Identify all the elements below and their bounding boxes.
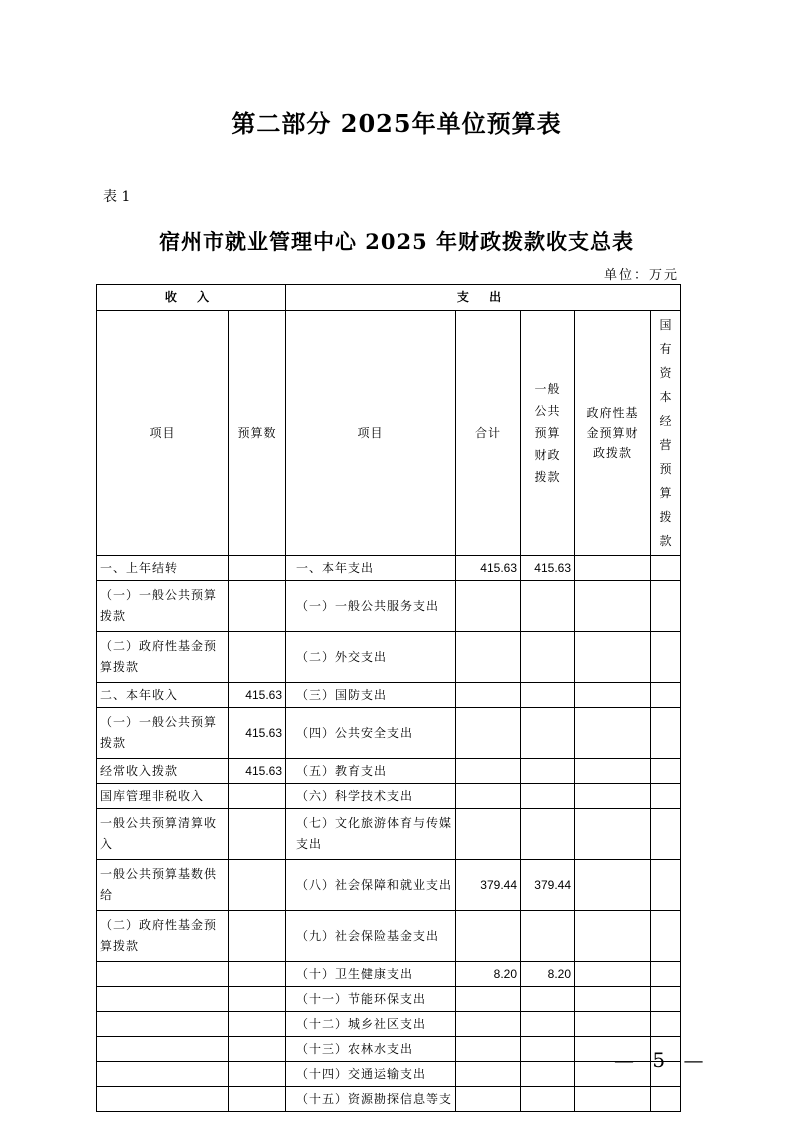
income-budget-cell [229,809,286,860]
expense-item-cell: （十一）节能环保支出 [286,987,456,1012]
table-row [97,708,681,759]
table-row [97,987,681,1012]
gov-fund-cell [575,987,651,1012]
general-public-cell [521,1087,575,1112]
total-cell [456,1012,521,1037]
expense-item-cell: （七）文化旅游体育与传媒支出 [286,809,456,860]
budget-table [96,284,681,1112]
state-capital-cell [651,809,681,860]
income-item-cell [97,1087,229,1112]
general-public-cell [521,581,575,632]
state-capital-cell [651,911,681,962]
expense-item-cell: （五）教育支出 [286,759,456,784]
expense-item-cell: （十二）城乡社区支出 [286,1012,456,1037]
general-public-cell [521,1062,575,1087]
table-row [97,1087,681,1112]
income-item-cell [97,1062,229,1087]
gov-fund-cell [575,784,651,809]
income-budget-cell [229,784,286,809]
state-capital-cell [651,1087,681,1112]
general-public-cell: 415.63 [521,556,575,581]
table-row [97,911,681,962]
state-capital-cell [651,860,681,911]
table-row [97,1012,681,1037]
income-budget-cell: 415.63 [229,759,286,784]
expense-item-cell: （九）社会保险基金支出 [286,911,456,962]
gov-fund-cell [575,632,651,683]
income-budget-cell [229,911,286,962]
income-item-cell [97,1037,229,1062]
state-capital-cell [651,581,681,632]
table-row [97,1037,681,1062]
gov-fund-cell [575,860,651,911]
state-capital-cell [651,1012,681,1037]
income-item-cell [97,987,229,1012]
table-row [97,683,681,708]
income-item-cell: （二）政府性基金预算拨款 [97,911,229,962]
col-income-item: 项目 [97,311,229,556]
total-cell [456,1087,521,1112]
total-cell [456,632,521,683]
general-public-cell [521,759,575,784]
general-public-cell [521,632,575,683]
gov-fund-cell [575,911,651,962]
gov-fund-cell [575,708,651,759]
total-cell [456,683,521,708]
table-body [97,556,681,1112]
general-public-cell [521,987,575,1012]
expense-item-cell: （一）一般公共服务支出 [286,581,456,632]
income-budget-cell [229,962,286,987]
general-public-cell [521,809,575,860]
expense-item-cell: （六）科学技术支出 [286,784,456,809]
income-budget-cell: 415.63 [229,708,286,759]
income-budget-cell [229,1037,286,1062]
total-cell [456,1062,521,1087]
income-budget-cell [229,556,286,581]
gov-fund-cell [575,962,651,987]
table-row [97,962,681,987]
total-cell [456,581,521,632]
col-general-public: 一般 公共 预算 财政 拨款 [521,311,575,556]
income-item-cell: 一般公共预算清算收入 [97,809,229,860]
table-number: 表 1 [103,189,131,205]
table-row [97,860,681,911]
income-item-cell: 一、上年结转 [97,556,229,581]
income-budget-cell: 415.63 [229,683,286,708]
general-public-cell: 379.44 [521,860,575,911]
table-row [97,556,681,581]
income-budget-cell [229,1087,286,1112]
state-capital-cell [651,759,681,784]
gov-fund-cell [575,809,651,860]
general-public-cell [521,683,575,708]
table-row [97,1062,681,1087]
table-row [97,809,681,860]
expense-item-cell: （十）卫生健康支出 [286,962,456,987]
table-title: 宿州市就业管理中心 2025 年财政拨款收支总表 [158,229,635,254]
general-public-cell [521,708,575,759]
gov-fund-cell [575,556,651,581]
gov-fund-cell [575,1087,651,1112]
col-income-budget: 预算数 [229,311,286,556]
table-row [97,581,681,632]
total-cell [456,987,521,1012]
state-capital-cell [651,708,681,759]
total-cell [456,759,521,784]
expense-item-cell: （二）外交支出 [286,632,456,683]
income-header: 收 入 [97,285,286,311]
income-budget-cell [229,1012,286,1037]
total-cell [456,911,521,962]
total-cell: 8.20 [456,962,521,987]
income-item-cell [97,1012,229,1037]
gov-fund-cell [575,1012,651,1037]
expense-item-cell: （三）国防支出 [286,683,456,708]
income-budget-cell [229,632,286,683]
expense-item-cell: （十五）资源勘探信息等支 [286,1087,456,1112]
total-cell: 379.44 [456,860,521,911]
total-cell [456,1037,521,1062]
state-capital-cell [651,987,681,1012]
table-row [97,784,681,809]
page-number: — 5 — [614,1048,710,1072]
gov-fund-cell [575,683,651,708]
general-public-cell [521,1037,575,1062]
income-item-cell: （一）一般公共预算拨款 [97,581,229,632]
general-public-cell: 8.20 [521,962,575,987]
part-title: 第二部分 2025年单位预算表 [231,109,562,138]
table-row [97,632,681,683]
expense-item-cell: （十三）农林水支出 [286,1037,456,1062]
general-public-cell [521,784,575,809]
gov-fund-cell [575,581,651,632]
col-expense-item: 项目 [286,311,456,556]
general-public-cell [521,911,575,962]
state-capital-cell [651,556,681,581]
income-item-cell: 二、本年收入 [97,683,229,708]
column-header-row [97,311,681,556]
expense-item-cell: 一、本年支出 [286,556,456,581]
general-public-cell [521,1012,575,1037]
income-item-cell: （二）政府性基金预算拨款 [97,632,229,683]
income-item-cell: （一）一般公共预算拨款 [97,708,229,759]
expense-item-cell: （八）社会保障和就业支出 [286,860,456,911]
expense-item-cell: （四）公共安全支出 [286,708,456,759]
income-budget-cell [229,860,286,911]
col-state-capital: 国 有 资 本 经 营 预 算 拨 款 [651,311,681,556]
state-capital-cell [651,962,681,987]
expense-item-cell: （十四）交通运输支出 [286,1062,456,1087]
income-item-cell: 国库管理非税收入 [97,784,229,809]
state-capital-cell [651,632,681,683]
table-row [97,759,681,784]
total-cell [456,784,521,809]
gov-fund-cell [575,759,651,784]
state-capital-cell [651,784,681,809]
expense-header: 支 出 [286,285,681,311]
income-budget-cell [229,581,286,632]
total-cell [456,708,521,759]
income-item-cell: 经常收入拨款 [97,759,229,784]
total-cell: 415.63 [456,556,521,581]
income-budget-cell [229,987,286,1012]
unit-label: 单位：万元 [604,268,680,283]
state-capital-cell [651,683,681,708]
income-budget-cell [229,1062,286,1087]
total-cell [456,809,521,860]
col-gov-fund: 政府性基金预算财政拨款 [575,311,651,556]
col-total: 合计 [456,311,521,556]
income-item-cell [97,962,229,987]
table-header-row [97,285,681,311]
income-item-cell: 一般公共预算基数供给 [97,860,229,911]
